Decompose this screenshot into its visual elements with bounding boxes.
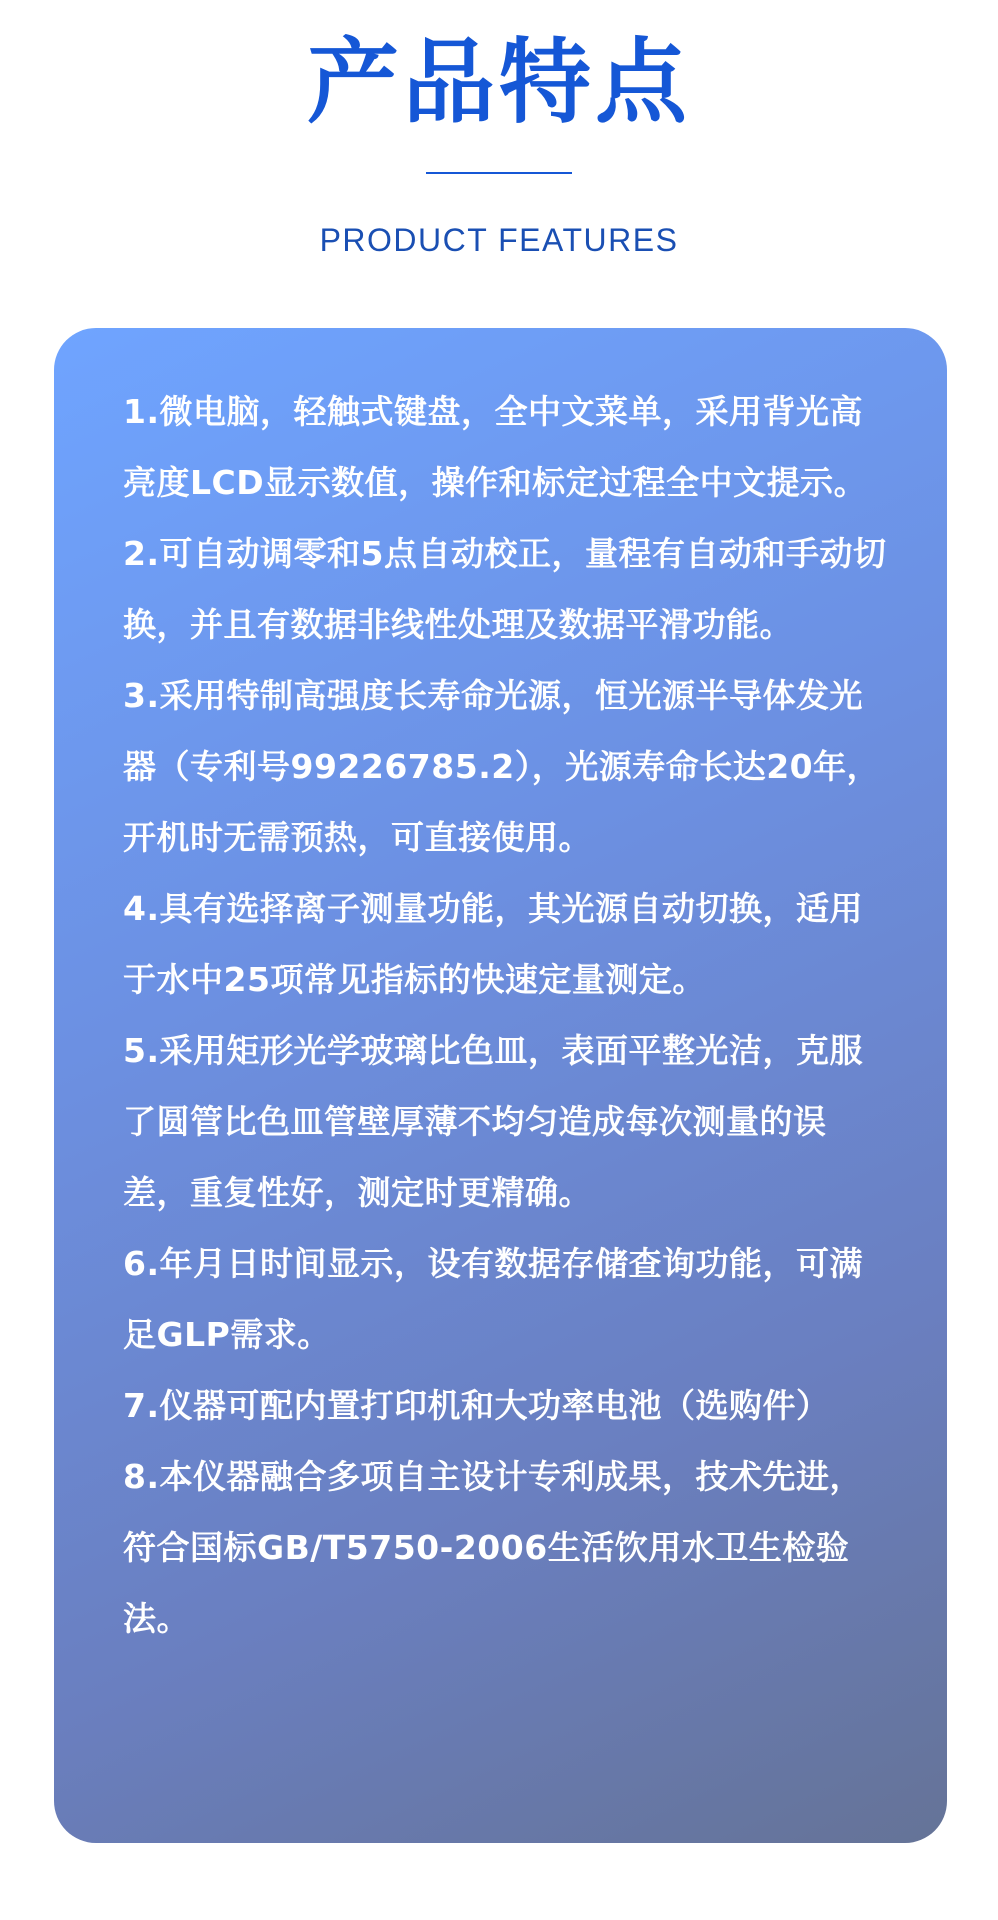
features-card xyxy=(54,328,947,1843)
feature-item-2: 2.可自动调零和5点自动校正，量程有自动和手动切换，并且有数据非线性处理及数据平滑功能。 xyxy=(123,534,887,644)
feature-item-4: 4.具有选择离子测量功能，其光源自动切换，适用于水中25项常见指标的快速定量测定。 xyxy=(123,889,863,999)
feature-item-6: 6.年月日时间显示，设有数据存储查询功能，可满足GLP需求。 xyxy=(123,1244,863,1354)
page-title: 产品特点 xyxy=(306,29,691,136)
feature-item-7: 7.仪器可配内置打印机和大功率电池（选购件） xyxy=(123,1386,830,1425)
feature-item-1: 1.微电脑，轻触式键盘，全中文菜单，采用背光高亮度LCD显示数值，操作和标定过程全中文提示。 xyxy=(123,392,868,502)
feature-item-5: 5.采用矩形光学玻璃比色皿，表面平整光洁，克服了圆管比色皿管壁厚薄不均匀造成每次测量的误差，重复性好，测定时更精确。 xyxy=(123,1031,863,1212)
page-subtitle: PRODUCT FEATURES xyxy=(319,222,679,258)
feature-item-3: 3.采用特制高强度长寿命光源，恒光源半导体发光器（专利号99226785.2），光源寿命长达20年，开机时无需预热，可直接使用。 xyxy=(123,676,881,857)
feature-item-8: 8.本仪器融合多项自主设计专利成果，技术先进，符合国标GB/T5750-2006生活饮用水卫生检验法。 xyxy=(123,1457,863,1638)
title-divider xyxy=(426,172,572,174)
